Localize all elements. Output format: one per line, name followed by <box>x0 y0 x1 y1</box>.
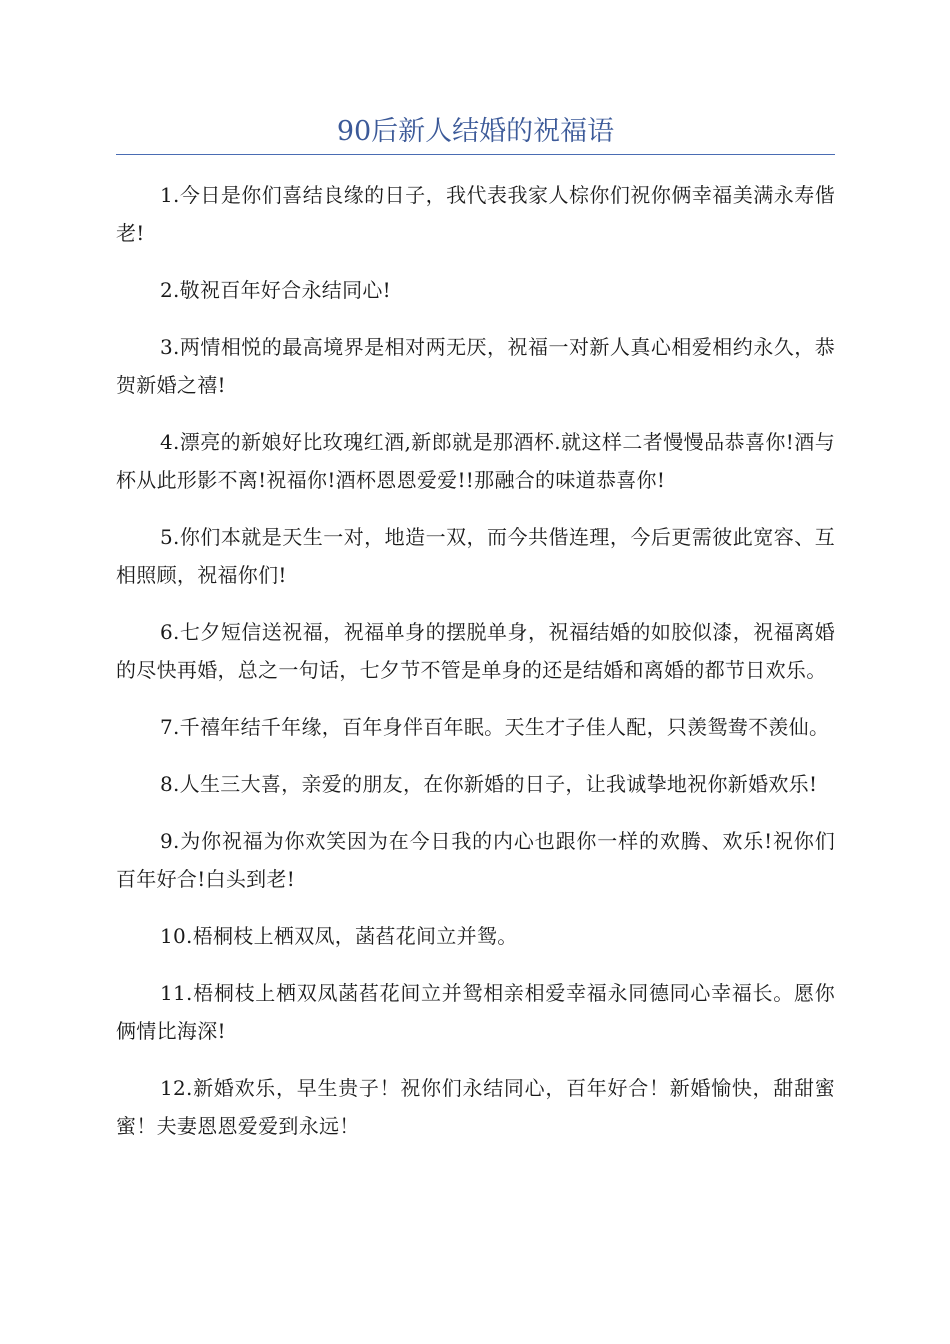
paragraph-6: 6.七夕短信送祝福，祝福单身的摆脱单身，祝福结婚的如胶似漆，祝福离婚的尽快再婚，总之一句话，七夕节不管是单身的还是结婚和离婚的都节日欢乐。 <box>116 620 835 682</box>
paragraph-7: 7.千禧年结千年缘，百年身伴百年眠。天生才子佳人配，只羡鸳鸯不羡仙。 <box>160 715 830 739</box>
document-body <box>116 176 835 1164</box>
paragraph-2: 2.敬祝百年好合永结同心! <box>160 278 392 302</box>
paragraph-3: 3.两情相悦的最高境界是相对两无厌，祝福一对新人真心相爱相约永久，恭贺新婚之禧! <box>116 335 835 397</box>
paragraph-11: 11.梧桐枝上栖双凤菡萏花间立并鸳相亲相爱幸福永同德同心幸福长。愿你俩情比海深! <box>116 981 835 1043</box>
paragraph-1: 1.今日是你们喜结良缘的日子，我代表我家人棕你们祝你俩幸福美满永寿偕老! <box>116 183 835 245</box>
title-underline <box>116 154 835 155</box>
paragraph-8: 8.人生三大喜，亲爱的朋友，在你新婚的日子，让我诚挚地祝你新婚欢乐! <box>160 772 818 796</box>
document-title: 90后新人结婚的祝福语 <box>336 116 615 147</box>
paragraph-10: 10.梧桐枝上栖双凤，菡萏花间立并鸳。 <box>160 924 518 948</box>
paragraph-5: 5.你们本就是天生一对，地造一双，而今共偕连理，今后更需彼此宽容、互相照顾，祝福你们! <box>116 525 835 587</box>
paragraph-12: 12.新婚欢乐，早生贵子！祝你们永结同心，百年好合！新婚愉快，甜甜蜜蜜！夫妻恩恩爱爱到永远！ <box>116 1076 835 1138</box>
paragraph-4: 4.漂亮的新娘好比玫瑰红酒,新郎就是那酒杯.就这样二者慢慢品恭喜你!酒与杯从此形影不离!祝福你!酒杯恩恩爱爱!!那融合的味道恭喜你! <box>116 430 835 492</box>
paragraph-9: 9.为你祝福为你欢笑因为在今日我的内心也跟你一样的欢腾、欢乐!祝你们百年好合!白头到老! <box>116 829 835 891</box>
